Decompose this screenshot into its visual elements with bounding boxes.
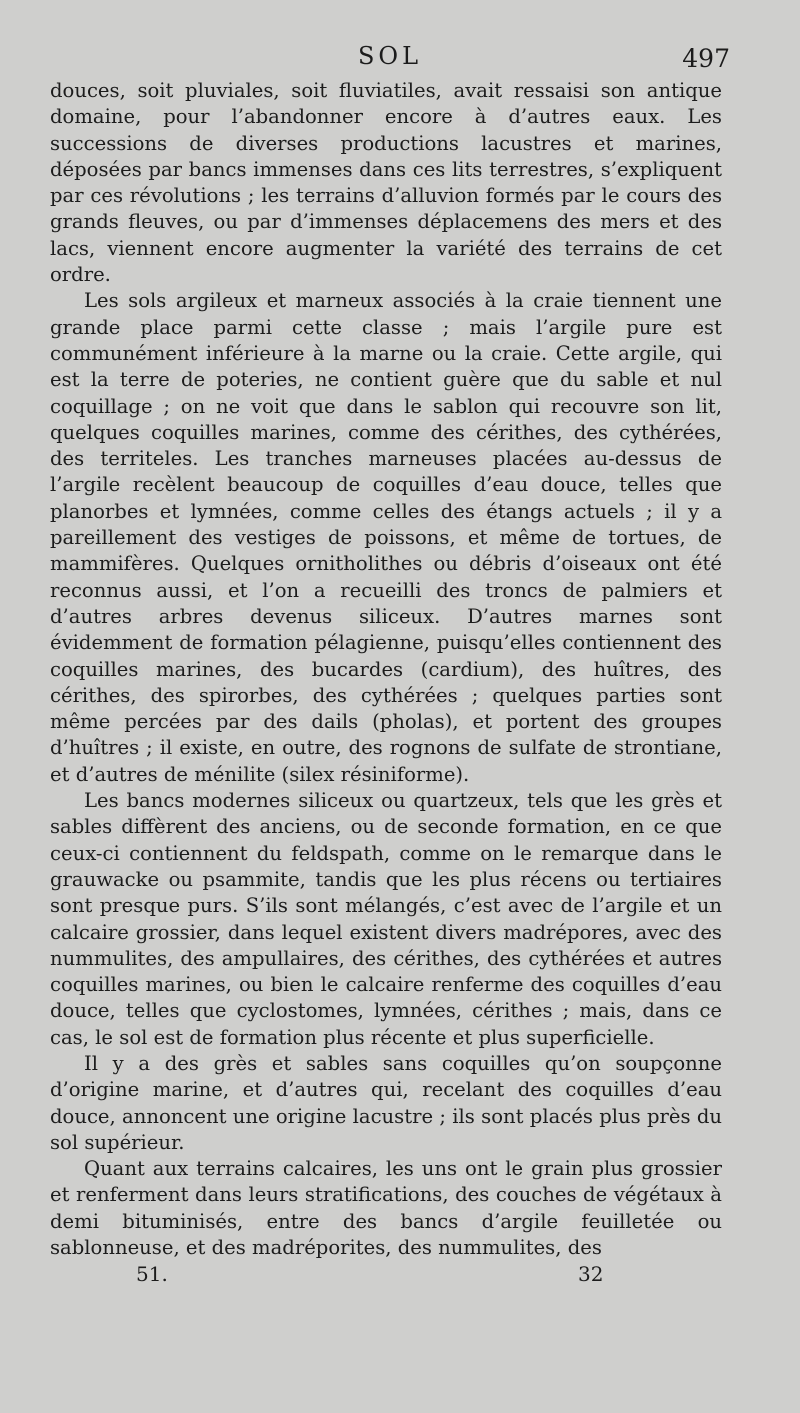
running-head: SOL [357,42,423,70]
signature-mark: 32 [578,1262,604,1286]
paragraph-calcaires: Quant aux terrains calcaires, les uns ont le grain plus grossier et renferment dans leurs stratifications, des couches de végétaux à demi bituminisés, entre des bancs d’argile feuilletée ou sablonneuse, et des madréporites, des nummulites, des [50,1157,722,1260]
paragraph-argileux: Les sols argileux et marneux associés à la craie tiennent une grande place parmi cette classe ; mais l’argile pure est communément inférieure à la marne ou la craie. Cette argile, qui est la terre de poteries, ne contient guère que du sable et nul coquillage ; on ne voit que dans le sablon qui recouvre son lit, quelques coquilles marines, comme des cérithes, des cythérées, des territeles. Les tranches marneuses placées au-dessus de l’argile recèlent beaucoup de coquilles d’eau douce, telles que planorbes et lymnées, comme celles des étangs actuels ; il y a pareillement des vestiges de poissons, et même de tortues, de mammifères. Quelques ornitholithes ou débris d’oiseaux ont été reconnus aussi, et l’on a recueilli des troncs de palmiers et d’autres arbres devenus siliceux. D’autres marnes sont évidemment de formation pélagienne, puisqu’elles contiennent des coquilles marines, des bucardes (cardium), des huîtres, des cérithes, des spirorbes, des cythérées ; quelques parties sont même percées par des dails (pholas), et portent des groupes d’huîtres ; il existe, en outre, des rognons de sulfate de strontiane, et d’autres de ménilite (silex résiniforme). [50,289,722,786]
paragraph-continuation: douces, soit pluviales, soit fluviatiles, avait ressaisi son antique domaine, pour l’abandonner encore à d’autres eaux. Les successions de diverses productions lacustres et marines, déposées par bancs immenses dans ces lits terrestres, s’expliquent par ces révolutions ; les terrains d’alluvion formés par le cours des grands fleuves, ou par d’immenses déplacemens des mers et des lacs, viennent encore augmenter la variété des terrains de cet ordre. [50,79,722,287]
paragraph-siliceux: Les bancs modernes siliceux ou quartzeux, tels que les grès et sables diffèrent des anciens, ou de seconde formation, en ce que ceux-ci contiennent du feldspath, comme on le remarque dans le grauwacke ou psammite, tandis que les plus récens ou tertiaires sont presque purs. S’ils sont mélangés, c’est avec de l’argile et un calcaire grossier, dans lequel existent divers madrépores, avec des nummulites, des ampullaires, des cérithes, des cythérées et autres coquilles marines, ou bien le calcaire renferme des coquilles d’eau douce, telles que cyclostomes, lymnées, cérithes ; mais, dans ce cas, le sol est de formation plus récente et plus superficielle. [50,789,722,1049]
body-text [50,78,722,1261]
page-header [50,42,730,82]
paragraph-gres: Il y a des grès et sables sans coquilles qu’on soupçonne d’origine marine, et d’autres qui, recelant des coquilles d’eau douce, annoncent une origine lacustre ; ils sont placés plus près du sol supérieur. [50,1051,722,1154]
page-number: 497 [682,44,730,73]
signature: 51. [136,1262,168,1286]
page-footer [50,1262,722,1292]
